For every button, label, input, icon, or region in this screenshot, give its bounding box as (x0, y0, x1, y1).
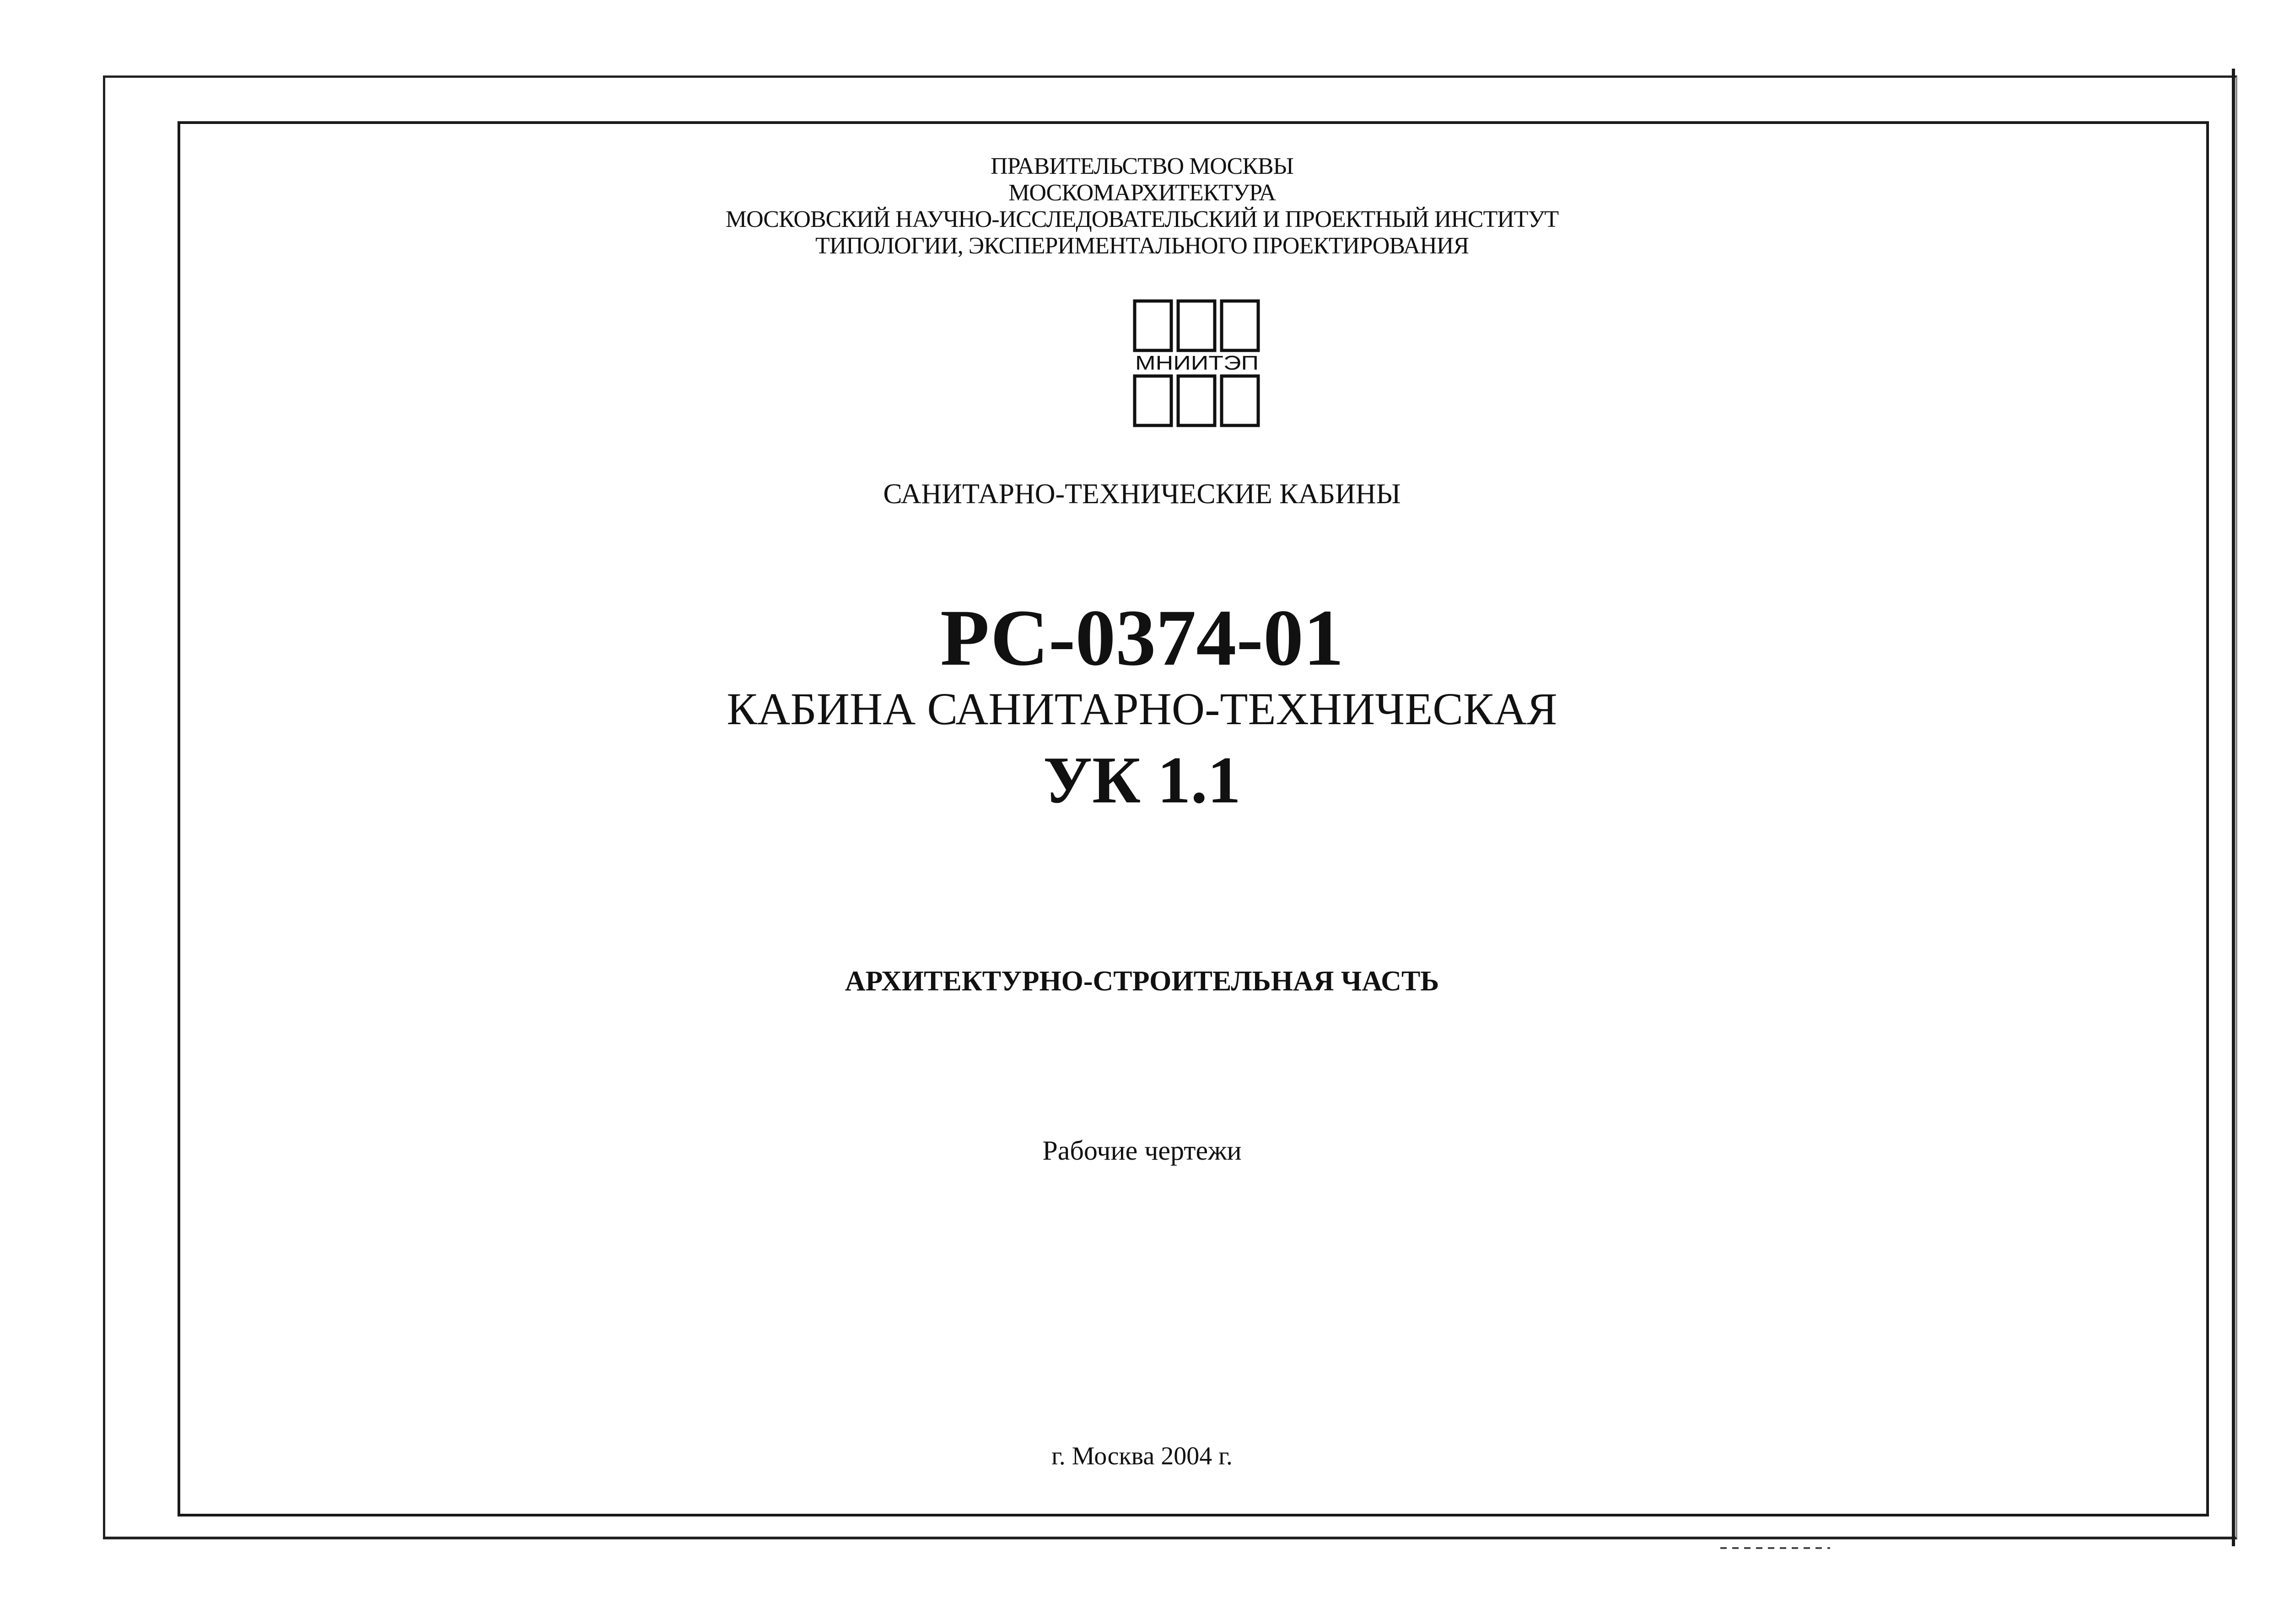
organization-line-government: ПРАВИТЕЛЬСТВО МОСКВЫ (991, 153, 1293, 179)
series-title: САНИТАРНО-ТЕХНИЧЕСКИЕ КАБИНЫ (883, 479, 1401, 510)
document-code: РС-0374-01 (940, 593, 1344, 683)
institute-logo (1131, 297, 1264, 430)
organization-line-institute: МОСКОВСКИЙ НАУЧНО-ИССЛЕДОВАТЕЛЬСКИЙ И ПРОЕКТНЫЙ ИНСТИТУТ (725, 206, 1559, 232)
section-title: АРХИТЕКТУРНО-СТРОИТЕЛЬНАЯ ЧАСТЬ (845, 966, 1439, 997)
document-name: КАБИНА САНИТАРНО-ТЕХНИЧЕСКАЯ (727, 683, 1557, 734)
document-model: УК 1.1 (1043, 743, 1241, 817)
place-and-year: г. Москва 2004 г. (1051, 1442, 1233, 1470)
organization-line-institute-profile: ТИПОЛОГИИ, ЭКСПЕРИМЕНТАЛЬНОГО ПРОЕКТИРОВАНИЯ (815, 233, 1469, 259)
organization-line-committee: МОСКОМАРХИТЕКТУРА (1008, 180, 1276, 206)
logo-text: МНИИТЭП (1135, 352, 1259, 374)
organization-header (0, 153, 2284, 259)
scan-artifact-line (1720, 1547, 1830, 1549)
document-stage: Рабочие чертежи (1042, 1135, 1242, 1166)
